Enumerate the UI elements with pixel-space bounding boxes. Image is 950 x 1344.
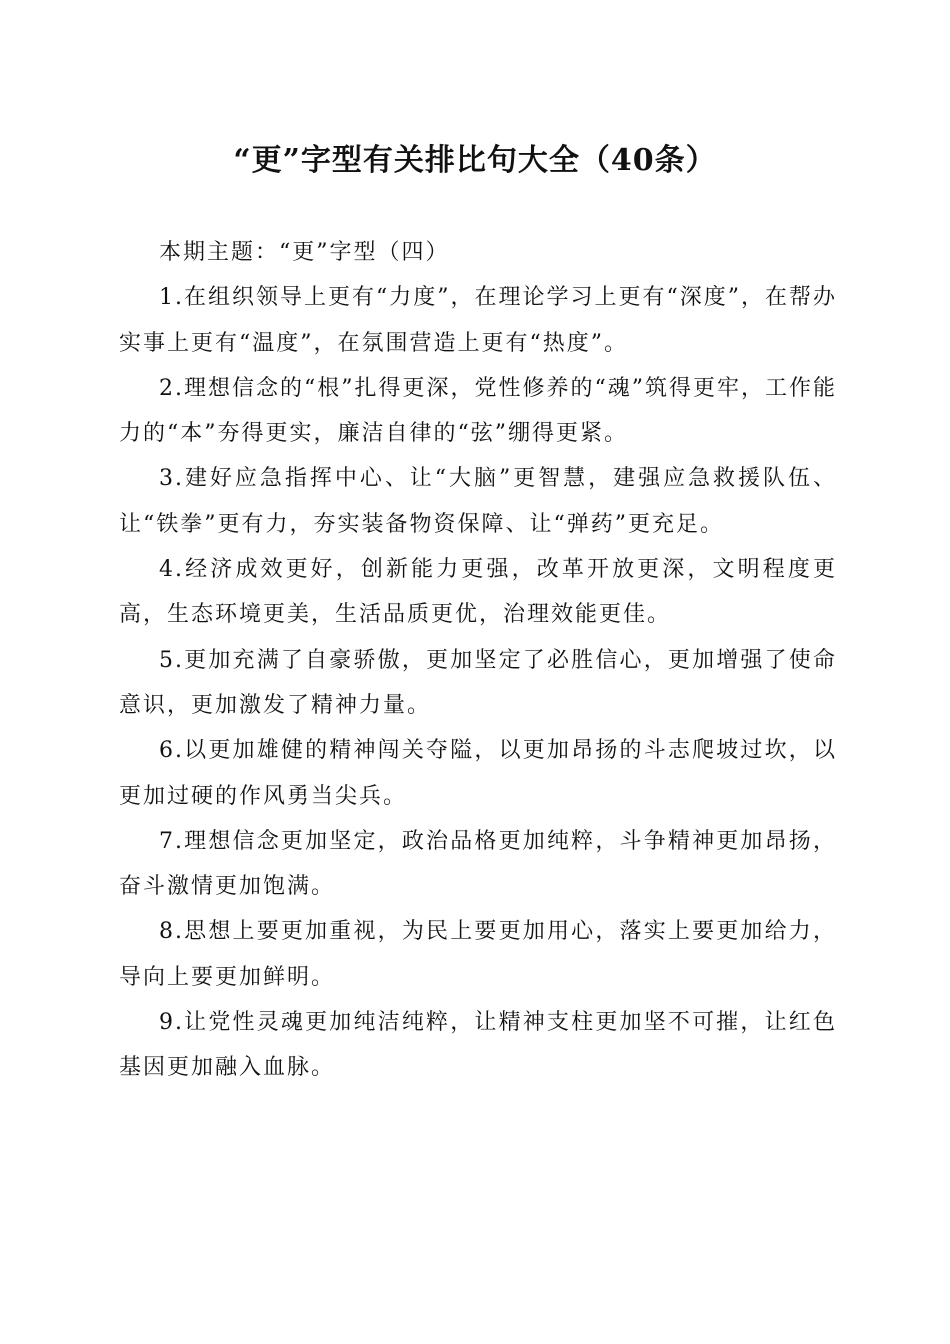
list-item: 1.在组织领导上更有“力度”，在理论学习上更有“深度”，在帮办实事上更有“温度”，在氛围营造上更有“热度”。 <box>119 285 837 356</box>
issue-theme: 本期主题：“更”字型（四） <box>159 240 450 265</box>
list-item: 5.更加充满了自豪骄傲，更加坚定了必胜信心，更加增强了使命意识，更加激发了精神力量。 <box>119 647 837 718</box>
list-item: 6.以更加雄健的精神闯关夺隘，以更加昂扬的斗志爬坡过坎，以更加过硬的作风勇当尖兵。 <box>119 738 837 809</box>
list-item: 4.经济成效更好，创新能力更强，改革开放更深，文明程度更高，生态环境更美，生活品质更优，治理效能更佳。 <box>119 557 837 628</box>
document-body <box>119 230 837 1091</box>
list-item: 2.理想信念的“根”扎得更深，党性修养的“魂”筑得更牢，工作能力的“本”夯得更实，廉洁自律的“弦”绷得更紧。 <box>119 375 837 447</box>
list-item: 7.理想信念更加坚定，政治品格更加纯粹，斗争精神更加昂扬，奋斗激情更加饱满。 <box>119 828 837 900</box>
document-title: “更”字型有关排比句大全（40条） <box>233 143 717 178</box>
list-item: 3.建好应急指挥中心、让“大脑”更智慧，建强应急救援队伍、让“铁拳”更有力，夯实装备物资保障、让“弹药”更充足。 <box>119 466 837 537</box>
list-item: 9.让党性灵魂更加纯洁纯粹，让精神支柱更加坚不可摧，让红色基因更加融入血脉。 <box>119 1010 837 1081</box>
list-item: 8.思想上要更加重视，为民上要更加用心，落实上要更加给力，导向上要更加鲜明。 <box>119 919 837 990</box>
